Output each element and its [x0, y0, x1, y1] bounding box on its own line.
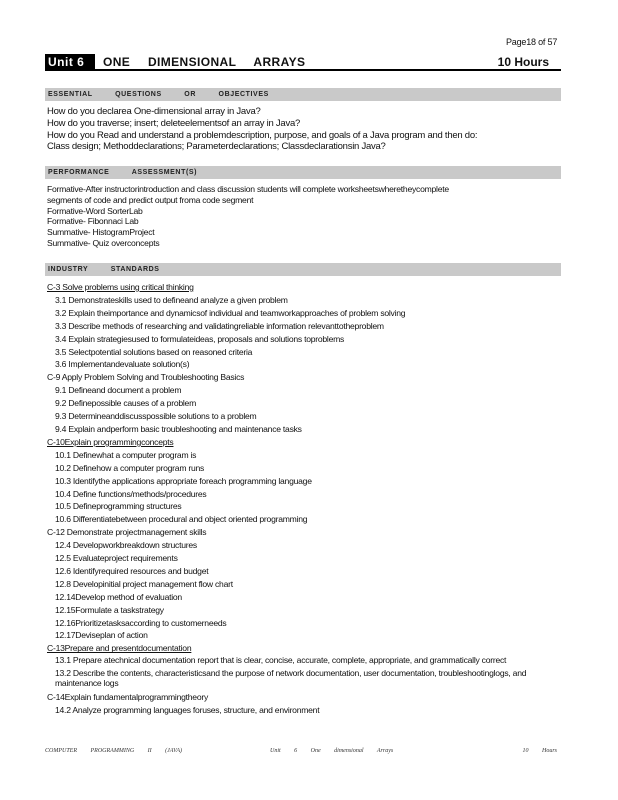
standard-item: 12.14Develop method of evaluation — [55, 591, 182, 602]
unit-header — [45, 54, 561, 71]
page-number: Page18 of 57 — [506, 37, 558, 47]
standard-item: 10.3 Identifythe applications appropriate foreach programming language — [55, 475, 312, 486]
standard-item: 12.17Deviseplan of action — [55, 630, 148, 641]
unit-title: ONE DIMENSIONAL ARRAYS — [103, 55, 306, 69]
standard-item: 13.2 Describe the contents, characteristicsand the purpose of network documentation, user documentation, troubleshootinglogs, and maintenance logs — [55, 668, 527, 689]
standard-item: 12.5 Evaluateproject requirements — [55, 553, 178, 564]
essential-question: How do you Read and understand a problemdescription, purpose, and goals of a Java program and then do: — [47, 129, 478, 141]
standard-item: 10.6 Differentiatebetween procedural and object oriented programming — [55, 514, 308, 525]
standard-item: 9.4 Explain andperform basic troubleshooting and maintenance tasks — [55, 423, 302, 434]
standard-item: 3.3 Describe methods of researching and validatingreliable information relevanttotheproblem — [55, 320, 384, 331]
standard-item: 3.1 Demonstrateskills used to defineand analyze a given problem — [55, 294, 288, 305]
industry-standards-header: INDUSTRY STANDARDS — [45, 263, 561, 276]
standard-item: 12.8 Developinitial project management flow chart — [55, 578, 233, 589]
essential-questions-list — [47, 106, 557, 153]
standard-heading: C-3 Solve problems using critical thinking — [47, 282, 194, 292]
standard-item: 9.3 Determineanddiscusspossible solutions to a problem — [55, 411, 257, 422]
assessment-line: Formative- Fibonnaci Lab — [47, 216, 139, 227]
standard-item: 10.4 Define functions/methods/procedures — [55, 488, 207, 499]
standard-item: 14.2 Analyze programming languages foruses, structure, and environment — [55, 705, 320, 716]
standard-item: 12.6 Identifyrequired resources and budget — [55, 565, 209, 576]
standard-item: 10.5 Defineprogramming structures — [55, 501, 182, 512]
standard-item: 3.4 Explain strategiesused to formulateideas, proposals and solutions toproblems — [55, 333, 345, 344]
essential-question: How do you declarea One-dimensional array in Java? — [47, 106, 261, 117]
standard-item: 3.6 Implementandevaluate solution(s) — [55, 359, 190, 370]
essential-question: Class design; Methoddeclarations; Parameterdeclarations; Classdeclarationsin Java? — [47, 141, 386, 153]
standard-item: 3.5 Selectpotential solutions based on reasoned criteria — [55, 346, 253, 357]
page-footer — [45, 748, 561, 760]
unit-number: Unit 6 — [45, 54, 95, 70]
assessment-line: Formative-Word SorterLab — [47, 205, 143, 216]
industry-standards-list — [47, 281, 557, 717]
standard-heading: C-9 Apply Problem Solving and Troubleshooting Basics — [47, 372, 245, 383]
standard-item: 9.2 Definepossible causes of a problem — [55, 398, 196, 409]
essential-questions-header: ESSENTIAL QUESTIONS OR OBJECTIVES — [45, 88, 561, 101]
assessment-line: Summative- Quiz overconcepts — [47, 237, 160, 248]
unit-hours: 10 Hours — [497, 55, 549, 69]
standard-heading: C-13Prepare and presentdocumentation — [47, 643, 192, 654]
standard-item: 9.1 Defineand document a problem — [55, 385, 182, 396]
standard-item: 10.1 Definewhat a computer program is — [55, 449, 197, 460]
standard-heading: C-10Explain programmingconcepts — [47, 436, 174, 447]
standard-item: 13.1 Prepare atechnical documentation report that is clear, concise, accurate, complete, appropriate, and grammatically correct — [55, 655, 507, 666]
footer-hours: 10 Hours — [522, 748, 557, 754]
assessment-line: segments of code and predict output froma code segment — [47, 194, 254, 205]
essential-question: How do you traverse; insert; deleteelementsof an array in Java? — [47, 117, 301, 129]
assessment-line: Summative- HistogramProject — [47, 227, 155, 238]
footer-unit: Unit 6 One dimensional Arrays — [270, 748, 394, 754]
standard-item: 10.2 Definehow a computer program runs — [55, 462, 205, 473]
standard-heading: C-12 Demonstrate projectmanagement skills — [47, 527, 207, 538]
standard-item: 12.16Prioritizetasksaccording to customerneeds — [55, 617, 227, 628]
performance-assessment-list — [47, 184, 557, 249]
standard-item: 3.2 Explain theimportance and dynamicsof individual and teamworkapproaches of problem solving — [55, 307, 406, 318]
standard-heading: C-14Explain fundamentalprogrammingtheory — [47, 692, 209, 703]
assessment-line: Formative-After instructorintroduction and class discussion students will complete worksheetswheretheycomplete — [47, 184, 449, 194]
standard-item: 12.15Formulate a taskstrategy — [55, 604, 164, 615]
footer-course: COMPUTER PROGRAMMING II (JAVA) — [45, 748, 183, 754]
performance-assessment-header: PERFORMANCE ASSESSMENT(S) — [45, 166, 561, 179]
standard-item: 12.4 Developworkbreakdown structures — [55, 540, 197, 551]
